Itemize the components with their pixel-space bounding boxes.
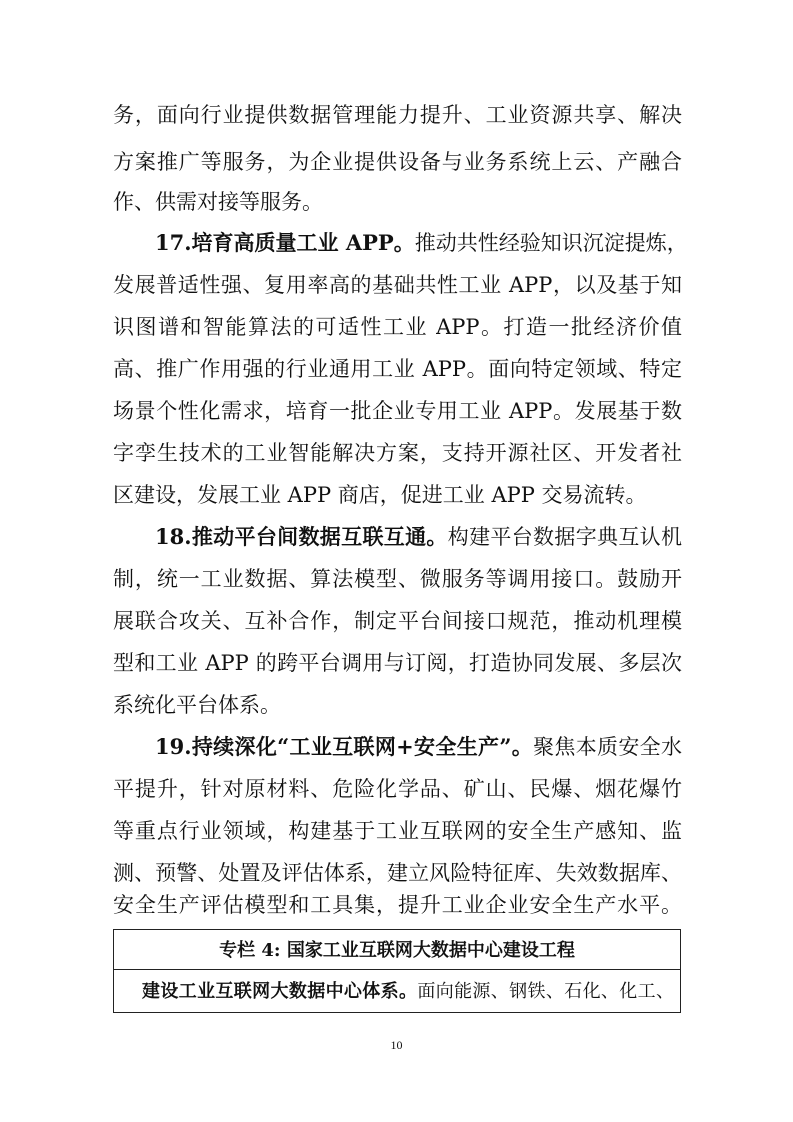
item-18-line-3: 展联合攻关、互补合作，制定平台间接口规范，推动机理模 bbox=[113, 609, 682, 633]
item-19-line-5: 安全生产评估模型和工具集，提升工业企业安全生产水平。 bbox=[113, 893, 682, 917]
item-19-text-1: 聚焦本质安全水 bbox=[533, 735, 683, 759]
item-17-line-2: 发展普适性强、复用率高的基础共性工业 APP，以及基于知 bbox=[113, 273, 682, 297]
item-18-line-5: 系统化平台体系。 bbox=[113, 693, 281, 717]
item-18-line-4: 型和工业 APP 的跨平台调用与订阅，打造协同发展、多层次 bbox=[113, 651, 682, 675]
special-box-body-line bbox=[142, 970, 674, 1014]
special-box-body-text: 面向能源、钢铁、石化、化工、 bbox=[417, 981, 675, 1002]
item-18-heading: 18.推动平台间数据互联互通。 bbox=[155, 524, 448, 549]
intro-line-1: 务，面向行业提供数据管理能力提升、工业资源共享、解决 bbox=[113, 103, 682, 127]
item-17-line-3: 识图谱和智能算法的可适性工业 APP。打造一批经济价值 bbox=[113, 315, 682, 339]
intro-line-2: 方案推广等服务，为企业提供设备与业务系统上云、产融合 bbox=[113, 150, 682, 174]
item-17-line-7: 区建设，发展工业 APP 商店，促进工业 APP 交易流转。 bbox=[113, 483, 647, 507]
page-number: 10 bbox=[390, 1038, 403, 1052]
item-18-text-1: 构建平台数据字典互认机 bbox=[447, 525, 682, 549]
special-box-body-cell bbox=[113, 969, 681, 1013]
item-17-first-line bbox=[155, 226, 688, 260]
item-19-first-line bbox=[155, 730, 682, 764]
item-17-text-1: 推动共性经验知识沉淀提炼， bbox=[414, 231, 688, 255]
special-box-title: 专栏 4: 国家工业互联网大数据中心建设工程 bbox=[219, 940, 575, 961]
item-17-line-6: 字孪生技术的工业智能解决方案，支持开源社区、开发者社 bbox=[113, 441, 682, 465]
item-17-line-4: 高、推广作用强的行业通用工业 APP。面向特定领域、特定 bbox=[113, 357, 682, 381]
item-18-first-line bbox=[155, 520, 682, 554]
item-19-line-4: 测、预警、处置及评估体系，建立风险特征库、失效数据库、 bbox=[113, 861, 682, 885]
special-box-body-heading: 建设工业互联网大数据中心体系。 bbox=[142, 981, 418, 1002]
item-17-heading: 17.培育高质量工业 APP。 bbox=[155, 230, 415, 255]
item-19-heading: 19.持续深化“工业互联网+安全生产”。 bbox=[155, 734, 534, 759]
item-17-line-5: 场景个性化需求，培育一批企业专用工业 APP。发展基于数 bbox=[113, 399, 682, 423]
item-19-line-2: 平提升，针对原材料、危险化学品、矿山、民爆、烟花爆竹 bbox=[113, 777, 682, 801]
item-18-line-2: 制，统一工业数据、算法模型、微服务等调用接口。鼓励开 bbox=[113, 567, 682, 591]
item-19-line-3: 等重点行业领域，构建基于工业互联网的安全生产感知、监 bbox=[113, 819, 682, 843]
special-box-title-cell bbox=[113, 929, 681, 970]
intro-line-3: 作、供需对接等服务。 bbox=[113, 190, 323, 214]
